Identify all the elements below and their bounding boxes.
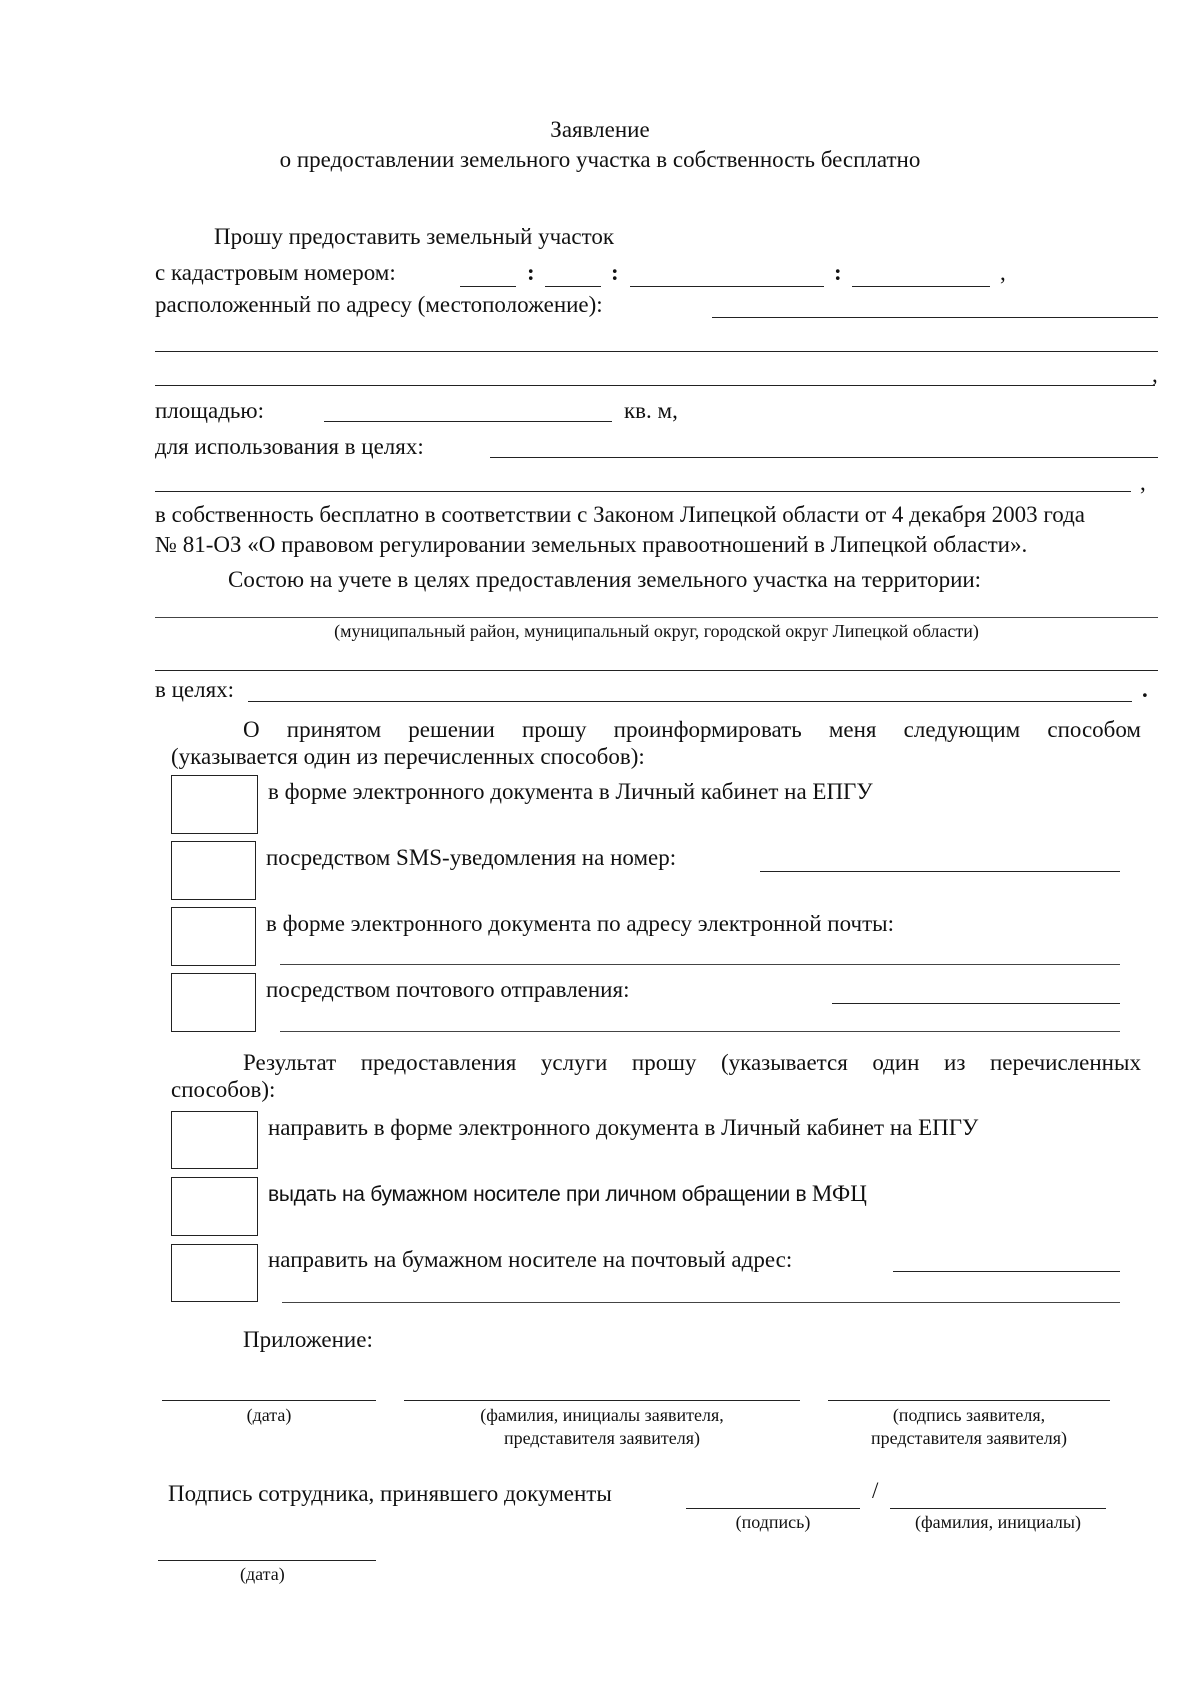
result-mfc-checkbox[interactable] — [171, 1177, 258, 1236]
sms-phone-field[interactable] — [760, 871, 1120, 872]
goals-field[interactable] — [248, 701, 1132, 702]
applicant-signature-hint-line-2: представителя заявителя) — [871, 1428, 1067, 1448]
notify-word: меня — [828, 717, 877, 742]
territory-field-line-2[interactable] — [155, 670, 1158, 671]
result-post-address-field-line-1[interactable] — [893, 1271, 1120, 1272]
comma: , — [1140, 470, 1146, 495]
territory-hint: (муниципальный район, муниципальный округ, городской округ Липецкой области) — [334, 621, 979, 641]
result-word: услуги — [540, 1050, 608, 1075]
cadastral-label: с кадастровым номером: — [155, 260, 396, 285]
applicant-name-hint-line-2: представителя заявителя) — [504, 1428, 700, 1448]
area-unit: кв. м, — [624, 398, 678, 423]
result-mfc-label — [268, 1181, 867, 1208]
result-post-label: направить на бумажном носителе на почтовый адрес: — [268, 1247, 793, 1272]
address-field-line-2[interactable] — [155, 351, 1158, 352]
address-field-line-3[interactable] — [155, 385, 1155, 386]
employee-date-hint: (дата) — [240, 1564, 285, 1584]
employee-signature-label: Подпись сотрудника, принявшего документы — [168, 1481, 612, 1506]
result-word: один — [872, 1050, 920, 1075]
notify-epgu-label: в форме электронного документа в Личный кабинет на ЕПГУ — [268, 779, 873, 804]
notify-word: способом — [1047, 717, 1141, 742]
purpose-label: для использования в целях: — [155, 434, 424, 459]
employee-signature-hint: (подпись) — [735, 1512, 811, 1532]
notify-word: прошу — [521, 717, 587, 742]
registry-text: Состою на учете в целях предоставления земельного участка на территории: — [228, 567, 982, 592]
result-word: прошу — [631, 1050, 697, 1075]
notify-heading-line-2: (указывается один из перечисленных способов): — [171, 744, 645, 769]
result-word: (указывается — [720, 1050, 848, 1075]
cadastral-separator: : — [611, 260, 619, 285]
cadastral-part-3-field[interactable] — [630, 286, 824, 287]
cadastral-part-1-field[interactable] — [460, 286, 516, 287]
intro-text: Прошу предоставить земельный участок — [214, 224, 615, 249]
cadastral-separator: : — [527, 260, 535, 285]
result-epgu-checkbox[interactable] — [171, 1111, 258, 1169]
applicant-signature-hint-line-1: (подпись заявителя, — [892, 1405, 1046, 1425]
notify-sms-label: посредством SMS-уведомления на номер: — [266, 845, 677, 870]
employee-name-hint: (фамилия, инициалы) — [915, 1512, 1081, 1532]
notify-post-label: посредством почтового отправления: — [266, 977, 630, 1002]
notify-word: следующим — [903, 717, 1021, 742]
notify-word: О — [243, 717, 260, 742]
result-post-checkbox[interactable] — [171, 1244, 258, 1302]
cadastral-part-4-field[interactable] — [852, 286, 990, 287]
area-field[interactable] — [324, 421, 612, 422]
post-address-field-line-1[interactable] — [832, 1003, 1120, 1004]
document-subtitle: о предоставлении земельного участка в собственность бесплатно — [279, 147, 921, 172]
comma: , — [1000, 260, 1006, 285]
result-word: перечисленных — [989, 1050, 1141, 1075]
comma: , — [1152, 362, 1158, 387]
result-word: из — [944, 1050, 966, 1075]
purpose-field-line-2[interactable] — [155, 491, 1131, 492]
period: . — [1142, 677, 1148, 702]
area-label: площадью: — [155, 398, 264, 423]
notify-email-label: в форме электронного документа по адресу электронной почты: — [266, 911, 894, 936]
employee-name-field[interactable] — [890, 1508, 1106, 1509]
document-title: Заявление — [550, 117, 650, 142]
notify-sms-checkbox[interactable] — [171, 841, 256, 900]
result-word: предоставления — [360, 1050, 517, 1075]
result-mfc-text: выдать на бумажном носителе при личном обращении в — [268, 1183, 812, 1206]
result-post-address-field-line-2[interactable] — [282, 1302, 1120, 1303]
notify-word: проинформировать — [613, 717, 802, 742]
address-label: расположенный по адресу (местоположение): — [155, 292, 603, 317]
notify-post-checkbox[interactable] — [171, 973, 256, 1032]
notify-word: решении — [408, 717, 495, 742]
notify-heading-line-1 — [243, 717, 1141, 743]
email-address-field[interactable] — [280, 964, 1120, 965]
date-hint: (дата) — [246, 1405, 292, 1425]
law-text-line-2: № 81-ОЗ «О правовом регулировании земельных правоотношений в Липецкой области». — [155, 532, 1028, 557]
applicant-name-hint-line-1: (фамилия, инициалы заявителя, — [480, 1405, 724, 1425]
result-word: Результат — [243, 1050, 337, 1075]
notify-email-checkbox[interactable] — [171, 907, 256, 966]
law-text-line-1: в собственность бесплатно в соответствии с Законом Липецкой области от 4 декабря 2003 года — [155, 502, 1086, 527]
slash: / — [872, 1478, 879, 1503]
address-field-line-1[interactable] — [712, 317, 1158, 318]
cadastral-separator: : — [834, 260, 842, 285]
result-epgu-label: направить в форме электронного документа в Личный кабинет на ЕПГУ — [268, 1115, 979, 1140]
employee-signature-field[interactable] — [686, 1508, 860, 1509]
result-mfc-suffix: МФЦ — [811, 1181, 867, 1206]
post-address-field-line-2[interactable] — [280, 1031, 1120, 1032]
result-heading-line-1 — [243, 1050, 1141, 1076]
attachment-label: Приложение: — [243, 1327, 373, 1352]
goals-label: в целях: — [155, 677, 235, 702]
applicant-name-field[interactable] — [404, 1400, 800, 1401]
cadastral-part-2-field[interactable] — [545, 286, 601, 287]
notify-epgu-checkbox[interactable] — [171, 775, 258, 834]
date-field[interactable] — [162, 1400, 376, 1401]
result-heading-line-2: способов): — [171, 1077, 276, 1102]
employee-date-field[interactable] — [158, 1560, 376, 1561]
notify-word: принятом — [286, 717, 382, 742]
purpose-field-line-1[interactable] — [490, 457, 1158, 458]
territory-field[interactable] — [155, 617, 1158, 618]
applicant-signature-field[interactable] — [828, 1400, 1110, 1401]
